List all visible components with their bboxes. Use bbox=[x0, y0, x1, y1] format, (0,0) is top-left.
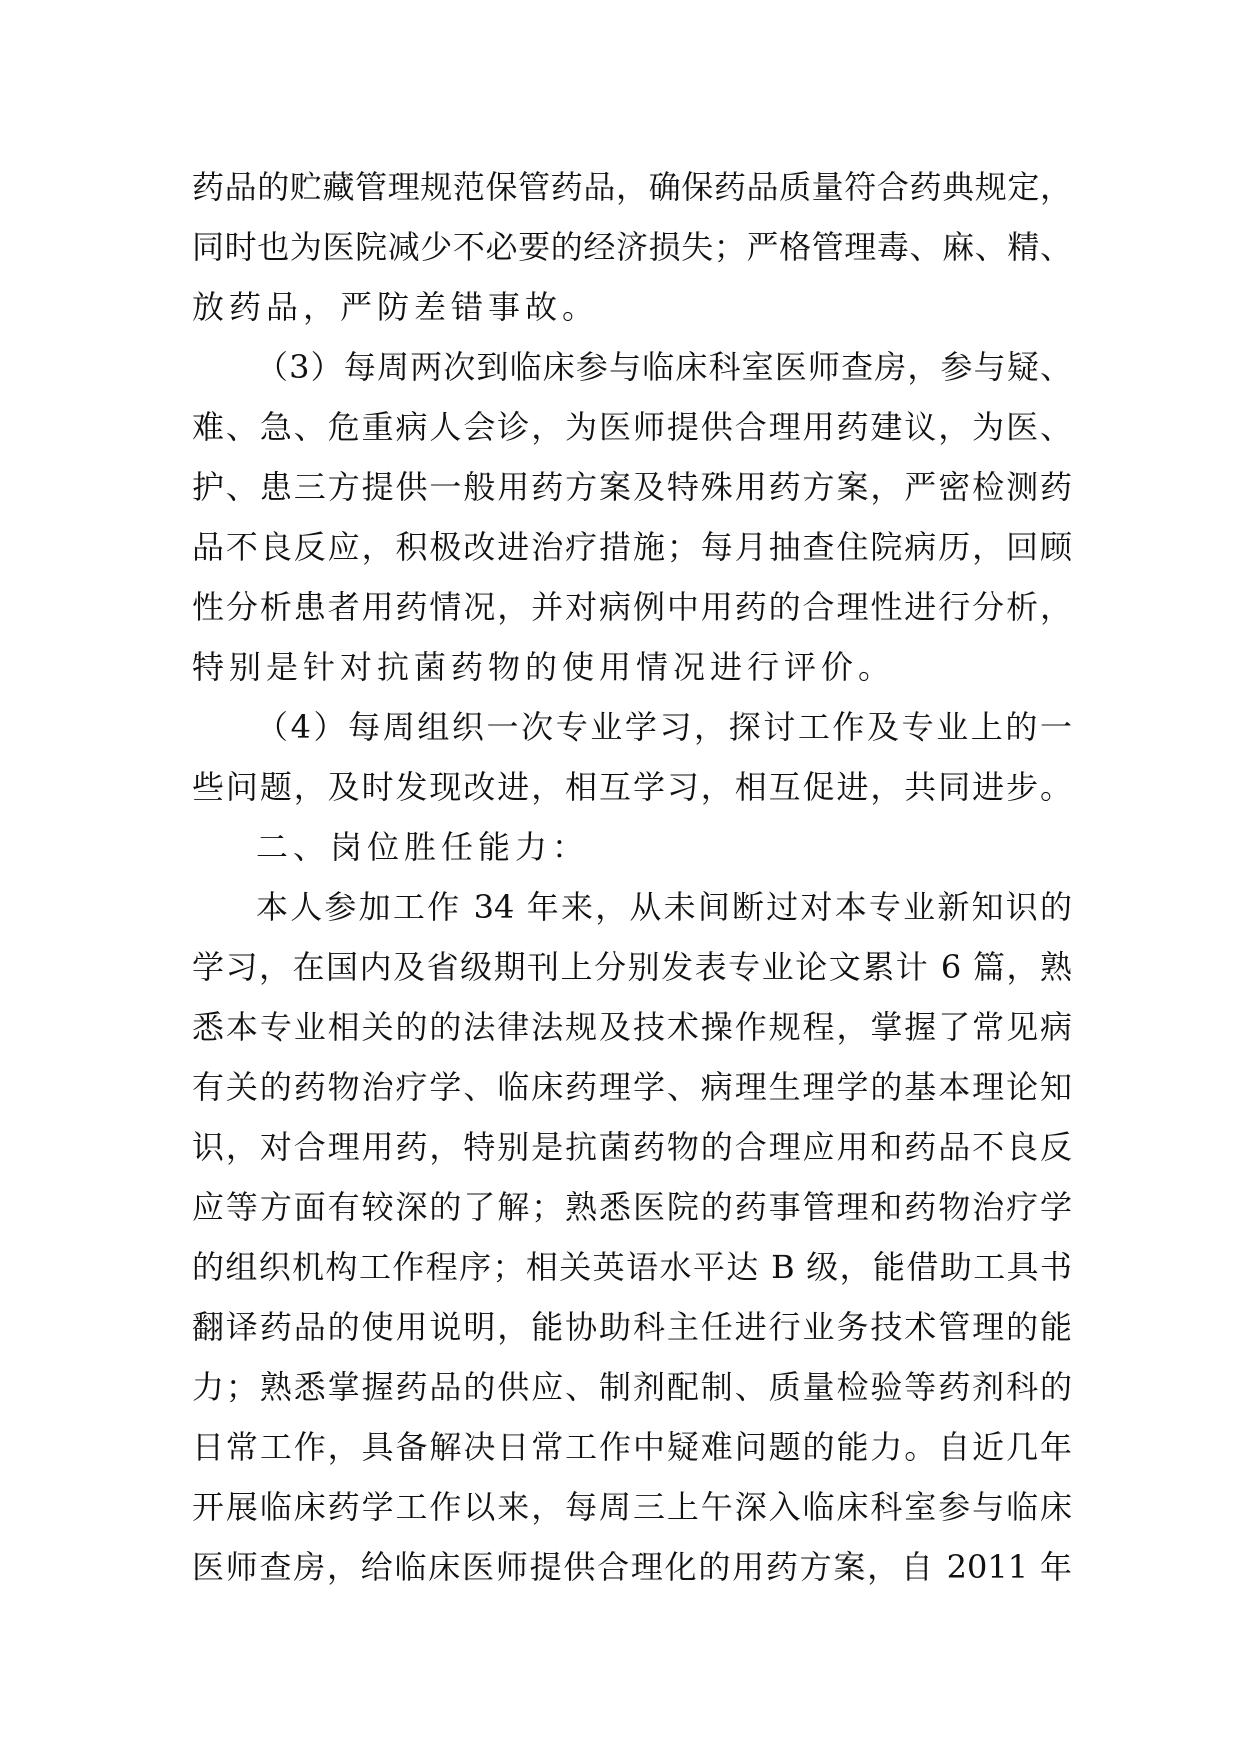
text-line: 悉本专业相关的的法律法规及技术操作规程，掌握了常见病 bbox=[192, 1008, 1072, 1046]
text-line: 力；熟悉掌握药品的供应、制剂配制、质量检验等药剂科的 bbox=[192, 1368, 1072, 1406]
text-line: 有关的药物治疗学、临床药理学、病理生理学的基本理论知 bbox=[192, 1068, 1072, 1106]
text-line: 医师查房，给临床医师提供合理化的用药方案，自 2011 年 bbox=[192, 1548, 1072, 1586]
text-line: 难、急、危重病人会诊，为医师提供合理用药建议，为医、 bbox=[192, 408, 1072, 446]
text-line: 开展临床药学工作以来，每周三上午深入临床科室参与临床 bbox=[192, 1488, 1072, 1526]
text-line: 放药品，严防差错事故。 bbox=[192, 288, 600, 326]
text-line: 些问题，及时发现改进，相互学习，相互促进，共同进步。 bbox=[192, 768, 1072, 806]
text-line: 应等方面有较深的了解；熟悉医院的药事管理和药物治疗学 bbox=[192, 1188, 1072, 1226]
text-line: 性分析患者用药情况，并对病例中用药的合理性进行分析， bbox=[192, 588, 1072, 626]
section-heading: 二、岗位胜任能力： bbox=[256, 828, 590, 866]
text-line: 药品的贮藏管理规范保管药品，确保药品质量符合药典规定， bbox=[192, 168, 1072, 206]
text-line: 护、患三方提供一般用药方案及特殊用药方案，严密检测药 bbox=[192, 468, 1072, 506]
text-line: 的组织机构工作程序；相关英语水平达 B 级，能借助工具书 bbox=[192, 1248, 1072, 1286]
text-line: 翻译药品的使用说明，能协助科主任进行业务技术管理的能 bbox=[192, 1308, 1072, 1346]
text-line: （4）每周组织一次专业学习，探讨工作及专业上的一 bbox=[256, 708, 1072, 746]
text-line: 特别是针对抗菌药物的使用情况进行评价。 bbox=[192, 648, 896, 686]
text-line: 品不良反应，积极改进治疗措施；每月抽查住院病历，回顾 bbox=[192, 528, 1072, 566]
text-line: （3）每周两次到临床参与临床科室医师查房，参与疑、 bbox=[256, 348, 1072, 386]
text-line: 本人参加工作 34 年来，从未间断过对本专业新知识的 bbox=[256, 888, 1072, 926]
text-line: 学习，在国内及省级期刊上分别发表专业论文累计 6 篇，熟 bbox=[192, 948, 1072, 986]
text-line: 日常工作，具备解决日常工作中疑难问题的能力。自近几年 bbox=[192, 1428, 1072, 1466]
text-line: 同时也为医院减少不必要的经济损失；严格管理毒、麻、精、 bbox=[192, 228, 1072, 266]
text-line: 识，对合理用药，特别是抗菌药物的合理应用和药品不良反 bbox=[192, 1128, 1072, 1166]
